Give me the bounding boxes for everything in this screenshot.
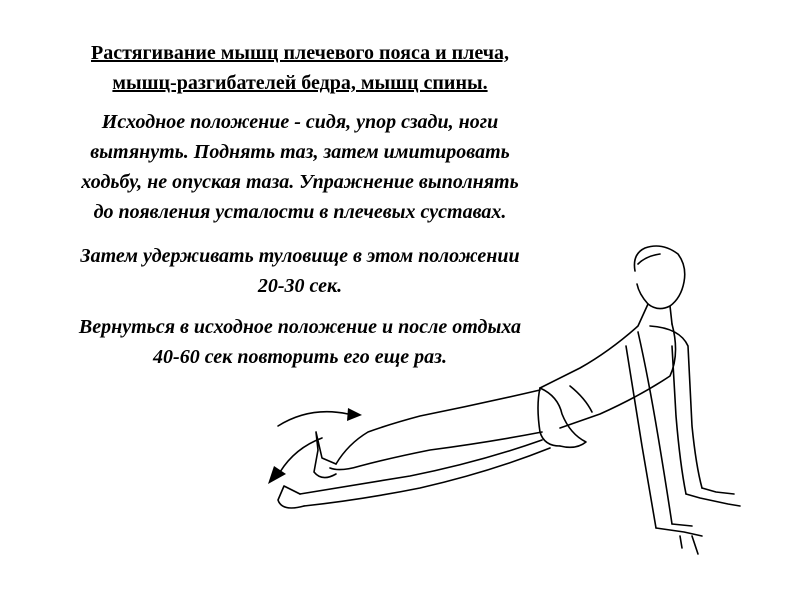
paragraph-line: до появления усталости в плечевых суставах. bbox=[93, 201, 507, 223]
paragraph-line: Вернуться в исходное положение и после отдыха bbox=[78, 316, 522, 338]
paragraph-line: 40-60 сек повторить его еще раз. bbox=[153, 346, 447, 368]
paragraph-line: Затем удерживать туловище в этом положении bbox=[80, 245, 520, 267]
figure-back-arm bbox=[626, 332, 702, 554]
figure-head bbox=[634, 246, 684, 324]
figure-raised-leg bbox=[314, 390, 542, 478]
figure-front-arm bbox=[650, 326, 740, 506]
paragraph-line: 20-30 сек. bbox=[257, 275, 343, 297]
figure-ground-leg bbox=[278, 440, 550, 508]
paragraph-line: вытянуть. Поднять таз, затем имитировать bbox=[90, 141, 510, 163]
starting-position-paragraph bbox=[0, 107, 600, 227]
title-line-2: мышц-разгибателей бедра, мышц спины. bbox=[112, 72, 488, 94]
title-line-1: Растягивание мышц плечевого пояса и плеча, bbox=[91, 42, 509, 64]
exercise-title bbox=[0, 38, 600, 98]
exercise-figure-illustration bbox=[240, 236, 760, 566]
paragraph-line: Исходное положение - сидя, упор сзади, ноги bbox=[101, 111, 499, 133]
paragraph-line: ходьбу, не опуская таза. Упражнение выполнять bbox=[81, 171, 519, 193]
figure-hips bbox=[538, 388, 586, 447]
